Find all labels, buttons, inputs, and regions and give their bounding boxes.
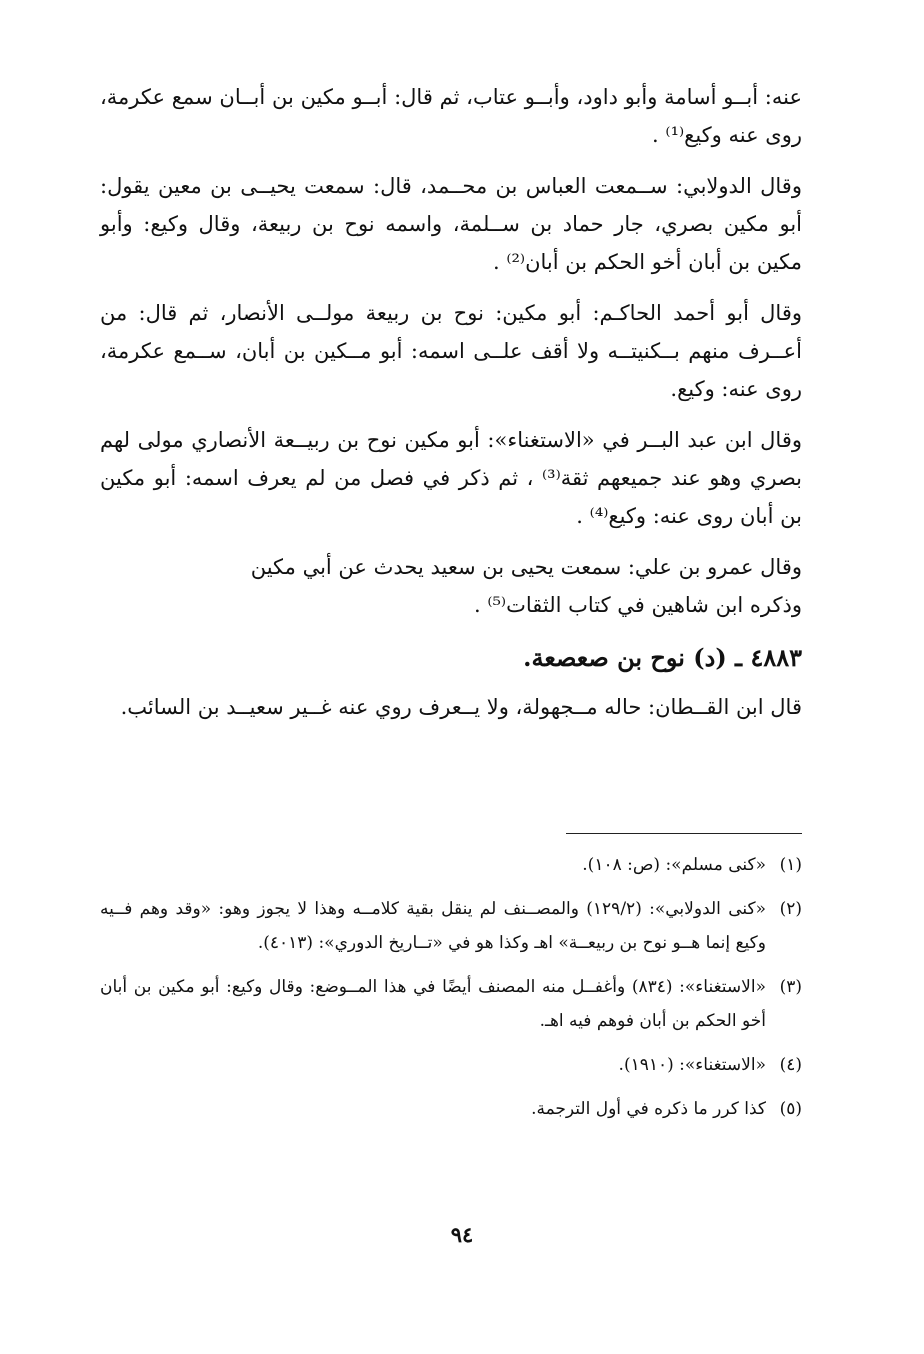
footnote-number: (٥) <box>779 1099 802 1119</box>
paragraph-1: عنه: أبــو أسامة وأبو داود، وأبــو عتاب، ثم قال: أبــو مكين بن أبــان سمع عكرمة، روى عنه وكيع⁽¹⁾ . <box>100 85 802 147</box>
entry-heading: ٤٨٨٣ ـ (د) نوح بن صعصعة. <box>523 643 802 672</box>
entry-text: قال ابن القــطان: حاله مــجهولة، ولا يــعرف روي عنه غــير سعيــد بن السائب. <box>120 695 802 719</box>
paragraph-3: وقال أبو أحمد الحاكـم: أبو مكين: نوح بن ربيعة مولــى الأنصار، ثم قال: من أعــرف منهم بــكنيتــه ولا أقف علــى اسمه: أبو مــكين بن أبان، ســمع عكرمة، روى عنه: وكيع. <box>100 301 802 401</box>
footnote-4 <box>100 1048 802 1082</box>
paragraph-4: وقال ابن عبد البــر في «الاستغناء»: أبو مكين نوح بن ربيــعة الأنصاري مولى لهم بصري وهو عند جميعهم ثقة⁽³⁾ ، ثم ذكر في فصل من لم يعرف اسمه: أبو مكين بن أبان روى عنه: وكيع⁽⁴⁾ . <box>100 428 803 528</box>
footnote-3 <box>100 970 802 1038</box>
footnote-number: (٣) <box>779 977 802 997</box>
paragraph-5: وقال عمرو بن علي: سمعت يحيى بن سعيد يحدث عن أبي مكين <box>250 555 802 579</box>
footnote-5 <box>100 1092 802 1126</box>
footnote-number: (٢) <box>779 899 802 919</box>
page-number: ٩٤ <box>450 1222 474 1247</box>
footnote-number: (٤) <box>779 1055 802 1075</box>
footnote-number: (١) <box>779 855 802 875</box>
footnote-divider <box>566 833 802 834</box>
footnote-1 <box>100 848 802 882</box>
footnote-text: «الاستغناء»: (١٩١٠). <box>618 1055 766 1075</box>
paragraph-6: وذكره ابن شاهين في كتاب الثقات⁽⁵⁾ . <box>473 593 802 617</box>
footnotes <box>100 848 802 1136</box>
paragraph-2: وقال الدولابي: ســمعت العباس بن محــمد، قال: سمعت يحيــى بن معين يقول: أبو مكين بصري، جار حماد بن ســلمة، واسمه نوح بن ربيعة، وقال وكيع: وأبو مكين بن أبان أخو الحكم بن أبان⁽²⁾ . <box>100 174 802 274</box>
footnote-text: «الاستغناء»: (٨٣٤) وأغفــل منه المصنف أيضًا في هذا المــوضع: وقال وكيع: أبو مكين بن أبان أخو الحكم بن أبان فوهم فيه اهـ. <box>100 977 766 1031</box>
footnote-text: «كنى الدولابي»: (١٢٩/٢) والمصــنف لم ينقل بقية كلامــه وهذا لا يجوز وهو: «وقد وهم فــيه وكيع إنما هــو نوح بن ربيعــة» اهـ وكذا هو في «تــاريخ الدوري»: (٤٠١٣). <box>100 899 766 953</box>
footnote-2 <box>100 892 802 960</box>
main-text <box>100 78 802 739</box>
footnote-text: «كنى مسلم»: (ص: ١٠٨). <box>582 855 766 875</box>
footnote-text: كذا كرر ما ذكره في أول الترجمة. <box>531 1099 766 1119</box>
